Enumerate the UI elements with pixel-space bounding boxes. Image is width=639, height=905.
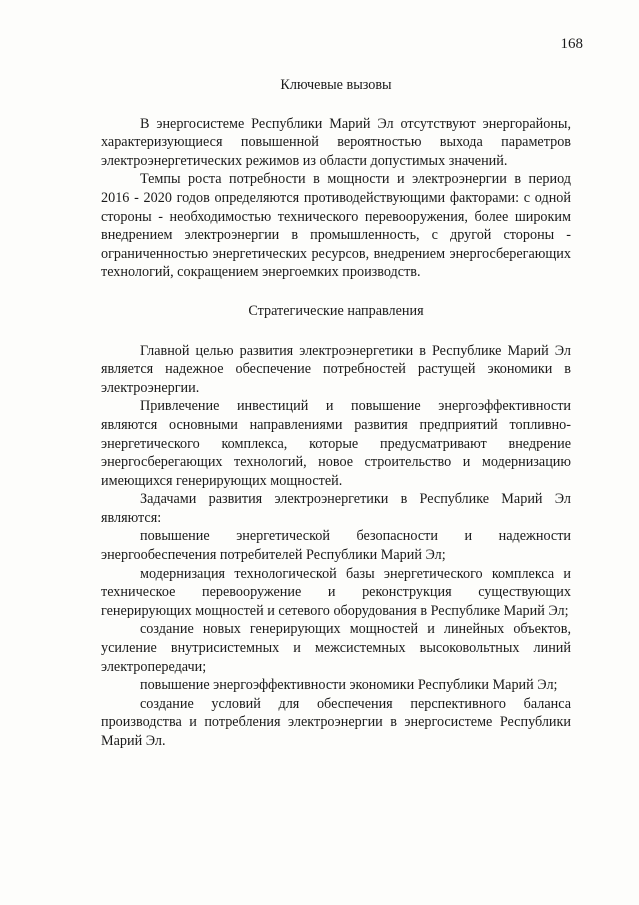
paragraph: В энергосистеме Республики Марий Эл отсутствуют энергорайоны, характеризующиеся повышенной вероятностью выхода параметров электроэнергетических режимов из области допустимых значений.	[101, 115, 571, 169]
paragraph: Задачами развития электроэнергетики в Республике Марий Эл являются:	[101, 491, 571, 526]
list-item: создание новых генерирующих мощностей и линейных объектов, усиление внутрисистемных и межсистемных высоковольтных линий электропередачи;	[101, 621, 571, 675]
paragraph: Привлечение инвестиций и повышение энергоэффективности являются основными направлениями развития предприятий топливно-энергетического комплекса, которые предусматривают внедрение энергосберегающих технологий, новое строительство и модернизацию имеющихся генерирующих мощностей.	[101, 398, 571, 489]
paragraph: Темпы роста потребности в мощности и электроэнергии в период 2016 - 2020 годов определяются противодействующими факторами: с одной стороны - необходимостью технического перевооружения, более широким внедрением электроэнергии в промышленность, с другой стороны - ограниченностью энергетических ресурсов, внедрением энергосберегающих технологий, сокращением энергоемких производств.	[101, 171, 571, 281]
list-item: модернизация технологической базы энергетического комплекса и техническое перевооружение и реконструкция существующих генерирующих мощностей и сетевого оборудования в Республике Марий Эл;	[101, 565, 571, 619]
section-heading-strategic-directions: Стратегические направления	[248, 302, 424, 319]
list-item: повышение энергоэффективности экономики Республики Марий Эл;	[140, 677, 558, 694]
list-item: повышение энергетической безопасности и надежности энергообеспечения потребителей Республики Марий Эл;	[101, 528, 571, 564]
page-number: 168	[560, 36, 583, 52]
section-heading-key-challenges: Ключевые вызовы	[280, 77, 392, 93]
paragraph: Главной целью развития электроэнергетики в Республике Марий Эл является надежное обеспечение потребностей растущей экономики в электроэнергии.	[101, 342, 571, 396]
document-body	[101, 76, 571, 751]
list-item: создание условий для обеспечения перспективного баланса производства и потребления электроэнергии в энергосистеме Республики Марий Эл.	[101, 695, 571, 749]
